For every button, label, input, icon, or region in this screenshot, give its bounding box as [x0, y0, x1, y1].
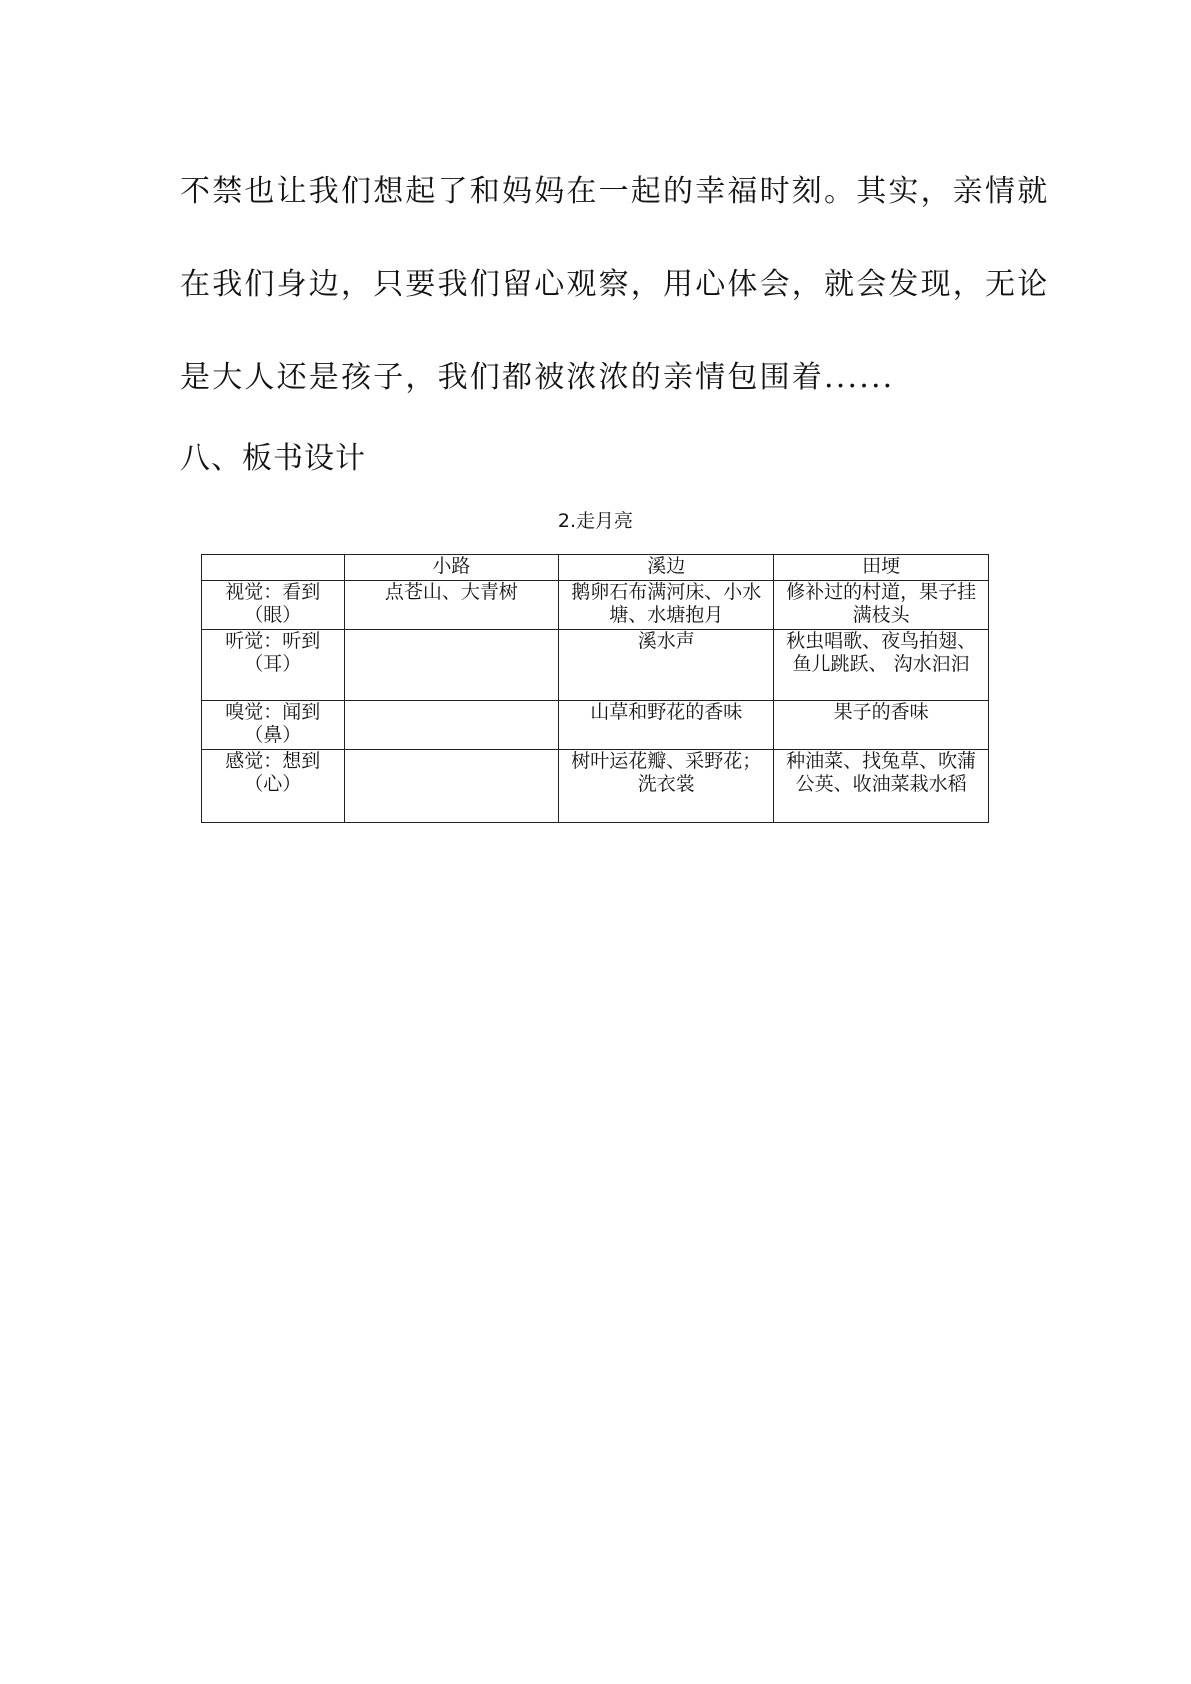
- paragraph-line-2: 在我们身边，只要我们留心观察，用心体会，就会发现，无论: [180, 267, 1050, 302]
- header-cell-empty: [202, 555, 345, 581]
- sense-cell: 听觉：听到（耳）: [202, 630, 345, 701]
- field-cell: 修补过的村道，果子挂满枝头: [774, 581, 989, 630]
- path-cell: [344, 630, 559, 701]
- header-cell-stream: 溪边: [559, 555, 774, 581]
- path-cell: 点苍山、大青树: [344, 581, 559, 630]
- sense-cell: 感觉：想到（心）: [202, 750, 345, 823]
- table-row: [202, 630, 989, 701]
- sense-cell: 视觉：看到（眼）: [202, 581, 345, 630]
- paragraph-line-1: 不禁也让我们想起了和妈妈在一起的幸福时刻。其实，亲情就: [180, 174, 1050, 209]
- path-cell: [344, 701, 559, 750]
- board-design-table: [201, 554, 989, 823]
- table-row: [202, 701, 989, 750]
- stream-cell: 山草和野花的香味: [559, 701, 774, 750]
- field-cell: 秋虫唱歌、夜鸟拍翅、鱼儿跳跃、 沟水汩汩: [774, 630, 989, 701]
- paragraph-line-3: 是大人还是孩子，我们都被浓浓的亲情包围着......: [180, 360, 895, 395]
- header-cell-field: 田埂: [774, 555, 989, 581]
- field-cell: 种油菜、找兔草、吹蒲公英、收油菜栽水稻: [774, 750, 989, 823]
- section-heading: 八、板书设计: [180, 441, 366, 476]
- header-cell-path: 小路: [344, 555, 559, 581]
- table-row: [202, 750, 989, 823]
- sense-cell: 嗅觉：闻到（鼻）: [202, 701, 345, 750]
- stream-cell: 溪水声: [559, 630, 774, 701]
- stream-cell: 鹅卵石布满河床、小水塘、水塘抱月: [559, 581, 774, 630]
- table-title: 2.走月亮: [557, 510, 634, 532]
- stream-cell: 树叶运花瓣、采野花；洗衣裳: [559, 750, 774, 823]
- field-cell: 果子的香味: [774, 701, 989, 750]
- table-row: [202, 581, 989, 630]
- path-cell: [344, 750, 559, 823]
- table-header-row: [202, 555, 989, 581]
